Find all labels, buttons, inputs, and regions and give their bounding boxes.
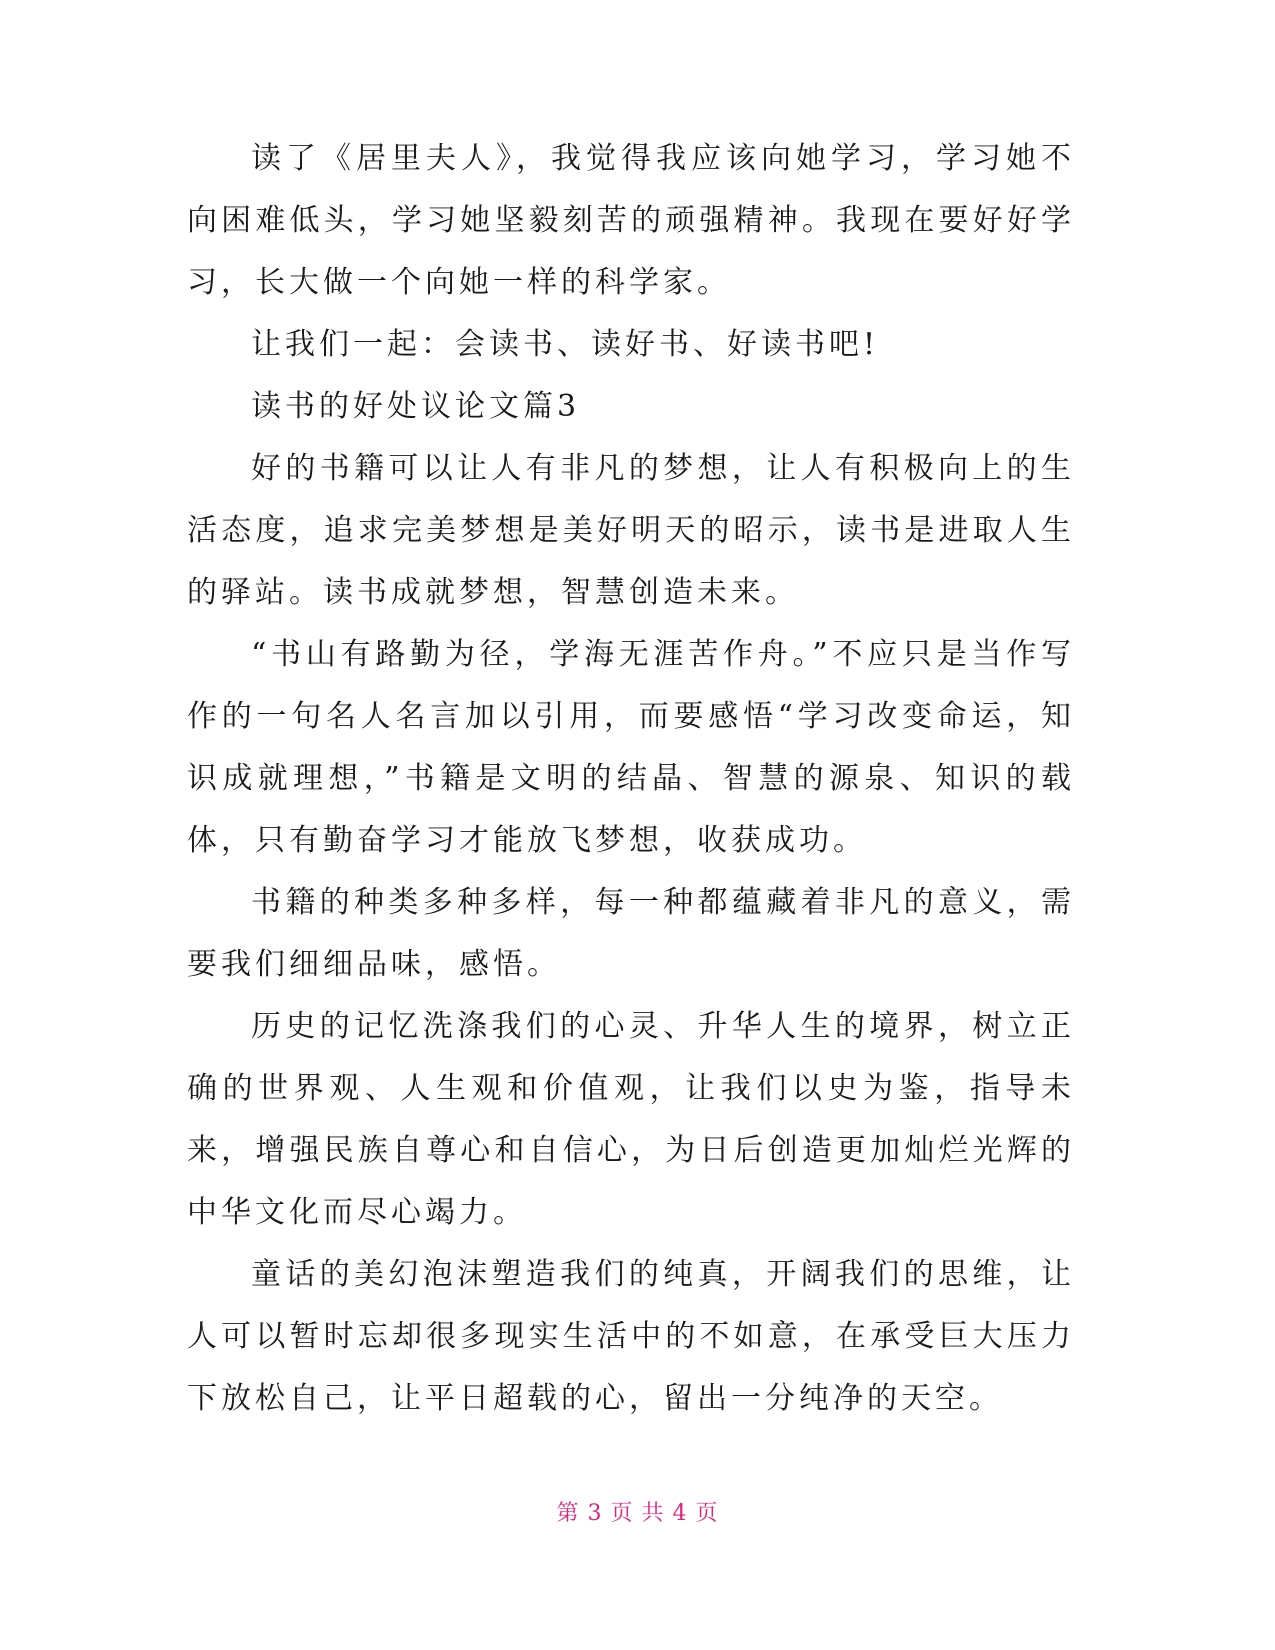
section-heading: 读书的好处议论文篇3 xyxy=(251,389,581,424)
paragraph-5: 书籍的种类多种多样，每一种都蕴藏着非凡的意义，需要我们细细品味，感悟。 xyxy=(187,885,1075,982)
paragraph-3: 好的书籍可以让人有非凡的梦想，让人有积极向上的生活态度，追求完美梦想是美好明天的昭示，读书是进取人生的驿站。读书成就梦想，智慧创造未来。 xyxy=(187,451,1075,610)
paragraph-1: 读了《居里夫人》，我觉得我应该向她学习，学习她不向困难低头，学习她坚毅刻苦的顽强精神。我现在要好好学习，长大做一个向她一样的科学家。 xyxy=(187,141,1075,300)
page-number-footer: 第 3 页 共 4 页 xyxy=(556,1501,719,1526)
paragraph-7: 童话的美幻泡沫塑造我们的纯真，开阔我们的思维，让人可以暂时忘却很多现实生活中的不如意，在承受巨大压力下放松自己，让平日超载的心，留出一分纯净的天空。 xyxy=(187,1257,1075,1416)
paragraph-6: 历史的记忆洗涤我们的心灵、升华人生的境界，树立正确的世界观、人生观和价值观，让我们以史为鉴，指导未来，增强民族自尊心和自信心，为日后创造更加灿烂光辉的中华文化而尽心竭力。 xyxy=(187,1009,1075,1230)
paragraph-4: “书山有路勤为径，学海无涯苦作舟。”不应只是当作写作的一句名人名言加以引用，而要感悟“学习改变命运，知识成就理想，”书籍是文明的结晶、智慧的源泉、知识的载体，只有勤奋学习才能放飞梦想，收获成功。 xyxy=(187,637,1075,858)
paragraph-2: 让我们一起：会读书、读好书、好读书吧! xyxy=(251,327,880,362)
document-body xyxy=(187,128,1075,1430)
